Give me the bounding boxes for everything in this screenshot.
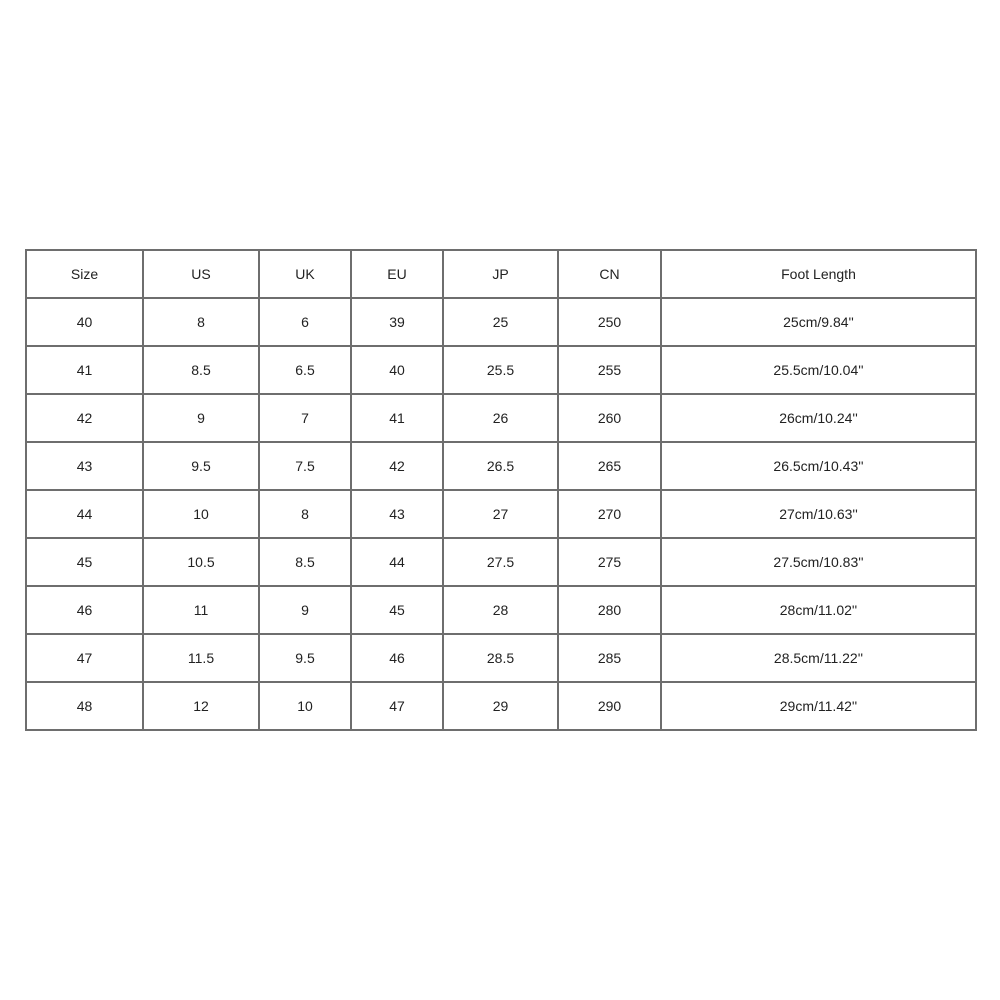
cell-us: 10.5	[143, 538, 259, 586]
header-jp: JP	[443, 250, 558, 298]
cell-foot-length: 26cm/10.24''	[661, 394, 976, 442]
cell-uk: 9	[259, 586, 351, 634]
cell-eu: 45	[351, 586, 443, 634]
cell-foot-length: 27.5cm/10.83''	[661, 538, 976, 586]
cell-uk: 8.5	[259, 538, 351, 586]
cell-us: 8.5	[143, 346, 259, 394]
cell-us: 11	[143, 586, 259, 634]
cell-foot-length: 25cm/9.84''	[661, 298, 976, 346]
cell-cn: 255	[558, 346, 661, 394]
cell-foot-length: 29cm/11.42''	[661, 682, 976, 730]
size-chart-table	[25, 249, 977, 731]
cell-size: 42	[26, 394, 143, 442]
cell-uk: 10	[259, 682, 351, 730]
header-cn: CN	[558, 250, 661, 298]
table-row	[26, 346, 976, 394]
cell-foot-length: 28.5cm/11.22''	[661, 634, 976, 682]
cell-cn: 275	[558, 538, 661, 586]
cell-cn: 290	[558, 682, 661, 730]
table-row	[26, 394, 976, 442]
cell-us: 11.5	[143, 634, 259, 682]
cell-eu: 44	[351, 538, 443, 586]
cell-size: 41	[26, 346, 143, 394]
cell-eu: 47	[351, 682, 443, 730]
cell-size: 43	[26, 442, 143, 490]
cell-foot-length: 28cm/11.02''	[661, 586, 976, 634]
header-eu: EU	[351, 250, 443, 298]
cell-size: 48	[26, 682, 143, 730]
cell-us: 8	[143, 298, 259, 346]
cell-jp: 26	[443, 394, 558, 442]
cell-jp: 28.5	[443, 634, 558, 682]
cell-size: 45	[26, 538, 143, 586]
header-row	[26, 250, 976, 298]
table-row	[26, 634, 976, 682]
cell-uk: 7.5	[259, 442, 351, 490]
cell-jp: 26.5	[443, 442, 558, 490]
cell-jp: 25	[443, 298, 558, 346]
cell-uk: 7	[259, 394, 351, 442]
cell-size: 46	[26, 586, 143, 634]
cell-uk: 8	[259, 490, 351, 538]
cell-foot-length: 26.5cm/10.43''	[661, 442, 976, 490]
table-body	[26, 298, 976, 730]
table-row	[26, 682, 976, 730]
cell-eu: 39	[351, 298, 443, 346]
header-uk: UK	[259, 250, 351, 298]
cell-jp: 27	[443, 490, 558, 538]
cell-us: 10	[143, 490, 259, 538]
cell-size: 44	[26, 490, 143, 538]
table-row	[26, 586, 976, 634]
cell-size: 40	[26, 298, 143, 346]
cell-cn: 280	[558, 586, 661, 634]
cell-uk: 6.5	[259, 346, 351, 394]
cell-size: 47	[26, 634, 143, 682]
cell-cn: 270	[558, 490, 661, 538]
table-row	[26, 298, 976, 346]
cell-eu: 41	[351, 394, 443, 442]
table-row	[26, 538, 976, 586]
header-size: Size	[26, 250, 143, 298]
cell-foot-length: 27cm/10.63''	[661, 490, 976, 538]
cell-eu: 40	[351, 346, 443, 394]
cell-us: 9.5	[143, 442, 259, 490]
cell-us: 9	[143, 394, 259, 442]
cell-eu: 43	[351, 490, 443, 538]
cell-eu: 42	[351, 442, 443, 490]
cell-uk: 9.5	[259, 634, 351, 682]
cell-jp: 27.5	[443, 538, 558, 586]
header-foot-length: Foot Length	[661, 250, 976, 298]
cell-jp: 28	[443, 586, 558, 634]
cell-us: 12	[143, 682, 259, 730]
cell-cn: 250	[558, 298, 661, 346]
cell-cn: 285	[558, 634, 661, 682]
cell-jp: 25.5	[443, 346, 558, 394]
cell-cn: 265	[558, 442, 661, 490]
table-header	[26, 250, 976, 298]
cell-eu: 46	[351, 634, 443, 682]
cell-foot-length: 25.5cm/10.04''	[661, 346, 976, 394]
cell-uk: 6	[259, 298, 351, 346]
table-row	[26, 442, 976, 490]
table-row	[26, 490, 976, 538]
cell-jp: 29	[443, 682, 558, 730]
cell-cn: 260	[558, 394, 661, 442]
header-us: US	[143, 250, 259, 298]
